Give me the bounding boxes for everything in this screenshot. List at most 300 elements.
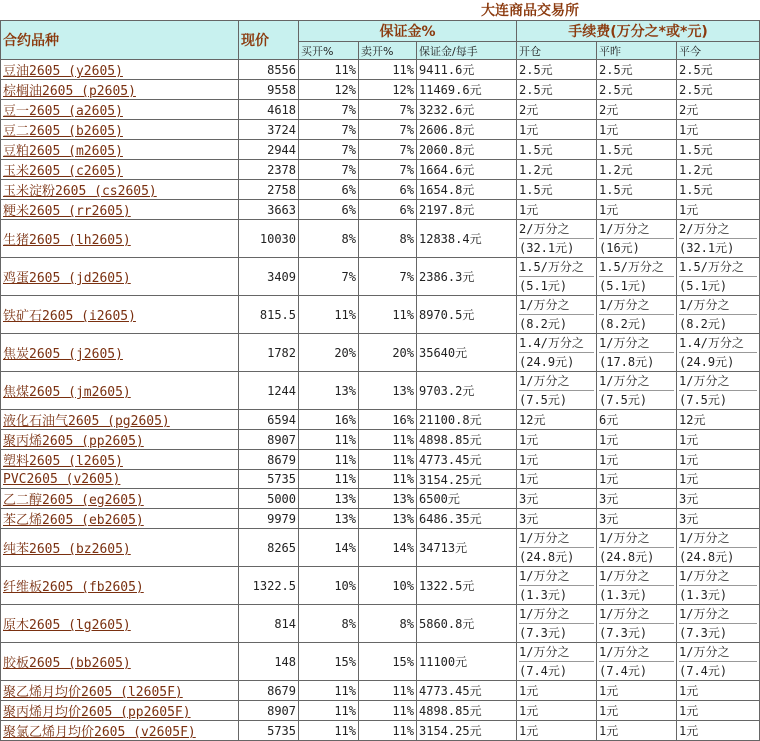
fee-line: 1.5元 <box>519 142 553 157</box>
fee-line: 1/万分之 <box>679 645 730 659</box>
close-yesterday-fee-cell <box>597 430 677 450</box>
fee-line: 1/万分之 <box>599 645 650 659</box>
open-fee-cell <box>517 643 597 681</box>
price-cell: 8907 <box>239 430 299 450</box>
fee-line: (16元) <box>599 238 674 257</box>
fee-line: (24.9元) <box>519 352 594 371</box>
margin-per-lot-cell: 8970.5元 <box>417 296 517 334</box>
contract-cell[interactable] <box>1 160 239 180</box>
contract-link[interactable]: 铁矿石2605 (i2605) <box>3 309 136 324</box>
fee-line: 1元 <box>679 432 699 447</box>
sell-open-cell: 11% <box>359 681 417 701</box>
contract-cell[interactable] <box>1 605 239 643</box>
contract-link[interactable]: PVC2605 (v2605) <box>3 471 121 487</box>
buy-open-cell: 6% <box>299 180 359 200</box>
close-today-fee-cell <box>677 567 760 605</box>
buy-open-cell: 13% <box>299 372 359 410</box>
contract-link[interactable]: 焦煤2605 (jm2605) <box>3 385 131 400</box>
close-yesterday-fee-cell <box>597 334 677 372</box>
price-cell: 5735 <box>239 721 299 741</box>
fee-line: 1/万分之 <box>519 298 570 312</box>
contract-cell[interactable] <box>1 140 239 160</box>
contract-link[interactable]: 豆粕2605 (m2605) <box>3 144 123 159</box>
contract-cell[interactable] <box>1 450 239 470</box>
fee-line: 2.5元 <box>599 62 633 77</box>
buy-open-cell: 16% <box>299 410 359 430</box>
open-fee-cell <box>517 489 597 509</box>
open-fee-cell <box>517 721 597 741</box>
price-cell: 3663 <box>239 200 299 220</box>
buy-open-cell: 11% <box>299 60 359 80</box>
contract-cell[interactable] <box>1 470 239 489</box>
contract-cell[interactable] <box>1 567 239 605</box>
price-cell: 1782 <box>239 334 299 372</box>
margin-per-lot-cell: 1322.5元 <box>417 567 517 605</box>
buy-open-cell: 7% <box>299 100 359 120</box>
table-row <box>1 160 760 180</box>
close-today-fee-cell <box>677 470 760 489</box>
contract-link[interactable]: 液化石油气2605 (pg2605) <box>3 414 170 429</box>
table-row <box>1 643 760 681</box>
open-fee-cell <box>517 509 597 529</box>
contract-cell[interactable] <box>1 489 239 509</box>
contract-cell[interactable] <box>1 509 239 529</box>
contract-cell[interactable] <box>1 410 239 430</box>
contract-cell[interactable] <box>1 120 239 140</box>
col-header-contract: 合约品种 <box>1 21 239 60</box>
contract-link[interactable]: 豆二2605 (b2605) <box>3 124 123 139</box>
fee-table <box>0 20 760 741</box>
contract-link[interactable]: 塑料2605 (l2605) <box>3 454 123 469</box>
contract-link[interactable]: 聚丙烯月均价2605 (pp2605F) <box>3 705 191 720</box>
contract-link[interactable]: 苯乙烯2605 (eb2605) <box>3 513 144 528</box>
col-header-margin-per-lot: 保证金/每手 <box>417 42 517 60</box>
open-fee-cell <box>517 567 597 605</box>
close-today-fee-cell <box>677 160 760 180</box>
open-fee-cell <box>517 120 597 140</box>
fee-line: 1元 <box>679 122 699 137</box>
fee-line: (7.4元) <box>519 661 594 680</box>
sell-open-cell: 15% <box>359 643 417 681</box>
fee-line: 1/万分之 <box>679 298 730 312</box>
margin-per-lot-cell: 21100.8元 <box>417 410 517 430</box>
close-today-fee-cell <box>677 180 760 200</box>
sell-open-cell: 11% <box>359 470 417 489</box>
close-yesterday-fee-cell <box>597 643 677 681</box>
open-fee-cell <box>517 296 597 334</box>
close-yesterday-fee-cell <box>597 529 677 567</box>
sell-open-cell: 7% <box>359 160 417 180</box>
contract-link[interactable]: 生猪2605 (lh2605) <box>3 233 131 248</box>
margin-per-lot-cell: 1664.6元 <box>417 160 517 180</box>
price-cell: 9558 <box>239 80 299 100</box>
margin-per-lot-cell: 6486.35元 <box>417 509 517 529</box>
open-fee-cell <box>517 180 597 200</box>
sell-open-cell: 13% <box>359 509 417 529</box>
buy-open-cell: 13% <box>299 489 359 509</box>
close-yesterday-fee-cell <box>597 701 677 721</box>
buy-open-cell: 10% <box>299 567 359 605</box>
fee-line: (5.1元) <box>519 276 594 295</box>
close-yesterday-fee-cell <box>597 120 677 140</box>
contract-link[interactable]: 原木2605 (lg2605) <box>3 618 131 633</box>
close-today-fee-cell <box>677 529 760 567</box>
buy-open-cell: 13% <box>299 509 359 529</box>
buy-open-cell: 7% <box>299 160 359 180</box>
close-yesterday-fee-cell <box>597 60 677 80</box>
col-header-fee: 手续费(万分之*或*元) <box>517 21 760 42</box>
contract-link[interactable]: 玉米2605 (c2605) <box>3 164 123 179</box>
fee-line: 2元 <box>679 102 699 117</box>
buy-open-cell: 8% <box>299 605 359 643</box>
contract-link[interactable]: 聚乙烯月均价2605 (l2605F) <box>3 685 183 700</box>
table-row <box>1 450 760 470</box>
contract-cell[interactable] <box>1 180 239 200</box>
buy-open-cell: 11% <box>299 681 359 701</box>
price-cell: 6594 <box>239 410 299 430</box>
fee-line: 2/万分之 <box>679 222 730 236</box>
fee-line: (7.3元) <box>519 623 594 642</box>
margin-per-lot-cell: 35640元 <box>417 334 517 372</box>
open-fee-cell <box>517 430 597 450</box>
close-yesterday-fee-cell <box>597 410 677 430</box>
margin-per-lot-cell: 34713元 <box>417 529 517 567</box>
table-row <box>1 430 760 450</box>
fee-line: 3元 <box>679 491 699 506</box>
contract-link[interactable]: 豆油2605 (y2605) <box>3 64 123 79</box>
price-cell: 815.5 <box>239 296 299 334</box>
fee-line: (7.4元) <box>599 661 674 680</box>
fee-line: 1/万分之 <box>679 374 730 388</box>
contract-link[interactable]: 鸡蛋2605 (jd2605) <box>3 271 131 286</box>
fee-line: 1.5/万分之 <box>599 260 664 274</box>
contract-link[interactable]: 纤维板2605 (fb2605) <box>3 580 144 595</box>
close-today-fee-cell <box>677 430 760 450</box>
price-cell: 2378 <box>239 160 299 180</box>
buy-open-cell: 11% <box>299 296 359 334</box>
margin-per-lot-cell: 3154.25元 <box>417 470 517 489</box>
contract-cell[interactable] <box>1 372 239 410</box>
fee-line: (7.3元) <box>679 623 757 642</box>
fee-line: 1.2元 <box>679 162 713 177</box>
table-row <box>1 60 760 80</box>
sell-open-cell: 11% <box>359 430 417 450</box>
close-yesterday-fee-cell <box>597 372 677 410</box>
sell-open-cell: 6% <box>359 200 417 220</box>
fee-line: 1元 <box>519 683 539 698</box>
close-today-fee-cell <box>677 120 760 140</box>
margin-per-lot-cell: 4898.85元 <box>417 430 517 450</box>
fee-line: (7.4元) <box>679 661 757 680</box>
open-fee-cell <box>517 140 597 160</box>
price-cell: 148 <box>239 643 299 681</box>
fee-line: 12元 <box>519 412 546 427</box>
sell-open-cell: 11% <box>359 721 417 741</box>
col-header-close-today: 平今 <box>677 42 760 60</box>
fee-line: 1.5元 <box>599 142 633 157</box>
fee-line: 1/万分之 <box>519 607 570 621</box>
fee-line: 1.5/万分之 <box>519 260 584 274</box>
contract-cell[interactable] <box>1 296 239 334</box>
fee-line: 2元 <box>599 102 619 117</box>
sell-open-cell: 11% <box>359 60 417 80</box>
contract-link[interactable]: 乙二醇2605 (eg2605) <box>3 493 144 508</box>
sell-open-cell: 11% <box>359 701 417 721</box>
fee-line: 1元 <box>599 432 619 447</box>
contract-cell[interactable] <box>1 200 239 220</box>
contract-cell[interactable] <box>1 430 239 450</box>
fee-line: 1/万分之 <box>599 374 650 388</box>
fee-line: 1元 <box>519 202 539 217</box>
open-fee-cell <box>517 80 597 100</box>
sell-open-cell: 14% <box>359 529 417 567</box>
contract-link[interactable]: 聚丙烯2605 (pp2605) <box>3 434 144 449</box>
sell-open-cell: 8% <box>359 605 417 643</box>
margin-per-lot-cell: 4773.45元 <box>417 681 517 701</box>
fee-line: (5.1元) <box>599 276 674 295</box>
close-today-fee-cell <box>677 258 760 296</box>
fee-line: 2.5元 <box>519 62 553 77</box>
fee-line: 1元 <box>679 472 699 486</box>
margin-per-lot-cell: 6500元 <box>417 489 517 509</box>
contract-cell[interactable] <box>1 643 239 681</box>
fee-line: 2.5元 <box>679 62 713 77</box>
contract-link[interactable]: 粳米2605 (rr2605) <box>3 204 131 219</box>
close-yesterday-fee-cell <box>597 180 677 200</box>
contract-cell[interactable] <box>1 100 239 120</box>
fee-line: 1/万分之 <box>599 607 650 621</box>
price-cell: 3724 <box>239 120 299 140</box>
fee-line: 1元 <box>679 683 699 698</box>
table-row <box>1 296 760 334</box>
table-row <box>1 489 760 509</box>
buy-open-cell: 15% <box>299 643 359 681</box>
sell-open-cell: 12% <box>359 80 417 100</box>
buy-open-cell: 12% <box>299 80 359 100</box>
col-header-close-yesterday: 平昨 <box>597 42 677 60</box>
table-row <box>1 200 760 220</box>
table-row <box>1 529 760 567</box>
contract-link[interactable]: 胶板2605 (bb2605) <box>3 656 131 671</box>
fee-line: 2.5元 <box>599 82 633 97</box>
fee-line: 1/万分之 <box>599 222 650 236</box>
fee-line: 1元 <box>519 432 539 447</box>
price-cell: 8265 <box>239 529 299 567</box>
fee-line: 1元 <box>519 703 539 718</box>
fee-line: 1.5元 <box>599 182 633 197</box>
fee-line: 2/万分之 <box>519 222 570 236</box>
close-today-fee-cell <box>677 200 760 220</box>
sell-open-cell: 7% <box>359 258 417 296</box>
buy-open-cell: 11% <box>299 430 359 450</box>
close-today-fee-cell <box>677 721 760 741</box>
price-cell: 5735 <box>239 470 299 489</box>
close-today-fee-cell <box>677 100 760 120</box>
col-header-margin: 保证金% <box>299 21 517 42</box>
buy-open-cell: 11% <box>299 701 359 721</box>
fee-line: 1.2元 <box>519 162 553 177</box>
sell-open-cell: 13% <box>359 372 417 410</box>
open-fee-cell <box>517 372 597 410</box>
buy-open-cell: 20% <box>299 334 359 372</box>
close-yesterday-fee-cell <box>597 721 677 741</box>
fee-line: (8.2元) <box>679 314 757 333</box>
col-header-sell-open: 卖开% <box>359 42 417 60</box>
fee-line: (24.9元) <box>679 352 757 371</box>
sell-open-cell: 10% <box>359 567 417 605</box>
open-fee-cell <box>517 100 597 120</box>
close-yesterday-fee-cell <box>597 220 677 258</box>
sell-open-cell: 20% <box>359 334 417 372</box>
price-cell: 8556 <box>239 60 299 80</box>
close-today-fee-cell <box>677 372 760 410</box>
fee-line: 2.5元 <box>679 82 713 97</box>
fee-line: 1元 <box>599 683 619 698</box>
close-today-fee-cell <box>677 60 760 80</box>
fee-line: (5.1元) <box>679 276 757 295</box>
fee-line: 1元 <box>599 472 619 486</box>
fee-line: 1.4/万分之 <box>679 336 744 350</box>
contract-link[interactable]: 玉米淀粉2605 (cs2605) <box>3 184 157 199</box>
table-row <box>1 470 760 489</box>
table-row <box>1 701 760 721</box>
fee-line: 1元 <box>599 122 619 137</box>
fee-line: 1/万分之 <box>519 645 570 659</box>
price-cell: 2944 <box>239 140 299 160</box>
fee-line: (1.3元) <box>519 585 594 604</box>
close-today-fee-cell <box>677 296 760 334</box>
fee-line: (32.1元) <box>679 238 757 257</box>
fee-line: 1元 <box>599 452 619 467</box>
contract-link[interactable]: 焦炭2605 (j2605) <box>3 347 123 362</box>
contract-link[interactable]: 棕榈油2605 (p2605) <box>3 84 136 99</box>
price-cell: 2758 <box>239 180 299 200</box>
fee-line: 1/万分之 <box>519 569 570 583</box>
contract-cell[interactable] <box>1 721 239 741</box>
fee-line: (24.8元) <box>519 547 594 566</box>
close-yesterday-fee-cell <box>597 605 677 643</box>
close-yesterday-fee-cell <box>597 160 677 180</box>
fee-line: 1.5元 <box>679 142 713 157</box>
margin-per-lot-cell: 11469.6元 <box>417 80 517 100</box>
close-today-fee-cell <box>677 80 760 100</box>
margin-per-lot-cell: 1654.8元 <box>417 180 517 200</box>
price-cell: 814 <box>239 605 299 643</box>
margin-per-lot-cell: 2606.8元 <box>417 120 517 140</box>
table-row <box>1 258 760 296</box>
fee-line: 1/万分之 <box>599 531 650 545</box>
close-yesterday-fee-cell <box>597 509 677 529</box>
margin-per-lot-cell: 9411.6元 <box>417 60 517 80</box>
fee-line: 1/万分之 <box>679 607 730 621</box>
fee-line: (7.5元) <box>519 390 594 409</box>
contract-link[interactable]: 纯苯2605 (bz2605) <box>3 542 131 557</box>
contract-cell[interactable] <box>1 220 239 258</box>
margin-per-lot-cell: 4773.45元 <box>417 450 517 470</box>
fee-line: 1/万分之 <box>679 531 730 545</box>
table-row <box>1 80 760 100</box>
margin-per-lot-cell: 9703.2元 <box>417 372 517 410</box>
margin-per-lot-cell: 2060.8元 <box>417 140 517 160</box>
fee-line: 12元 <box>679 412 706 427</box>
buy-open-cell: 11% <box>299 450 359 470</box>
price-cell: 8679 <box>239 681 299 701</box>
open-fee-cell <box>517 220 597 258</box>
fee-line: 1元 <box>679 723 699 738</box>
contract-cell[interactable] <box>1 701 239 721</box>
margin-per-lot-cell: 5860.8元 <box>417 605 517 643</box>
contract-cell[interactable] <box>1 258 239 296</box>
close-today-fee-cell <box>677 643 760 681</box>
close-yesterday-fee-cell <box>597 200 677 220</box>
fee-line: (8.2元) <box>519 314 594 333</box>
fee-line: 1元 <box>679 452 699 467</box>
close-yesterday-fee-cell <box>597 100 677 120</box>
contract-link[interactable]: 豆一2605 (a2605) <box>3 104 123 119</box>
fee-line: 1/万分之 <box>679 569 730 583</box>
fee-line: 1.5元 <box>519 182 553 197</box>
fee-line: 1.2元 <box>599 162 633 177</box>
close-yesterday-fee-cell <box>597 80 677 100</box>
close-yesterday-fee-cell <box>597 470 677 489</box>
price-cell: 8679 <box>239 450 299 470</box>
fee-line: 1/万分之 <box>599 569 650 583</box>
margin-per-lot-cell: 2197.8元 <box>417 200 517 220</box>
margin-per-lot-cell: 11100元 <box>417 643 517 681</box>
fee-line: 2元 <box>519 102 539 117</box>
fee-line: 3元 <box>519 491 539 506</box>
close-today-fee-cell <box>677 489 760 509</box>
buy-open-cell: 7% <box>299 120 359 140</box>
fee-line: (7.5元) <box>679 390 757 409</box>
close-today-fee-cell <box>677 220 760 258</box>
buy-open-cell: 7% <box>299 258 359 296</box>
fee-line: (7.3元) <box>599 623 674 642</box>
fee-line: 1元 <box>599 202 619 217</box>
open-fee-cell <box>517 529 597 567</box>
fee-line: 1元 <box>519 452 539 467</box>
contract-cell[interactable] <box>1 529 239 567</box>
fee-line: 6元 <box>599 412 619 427</box>
fee-line: (7.5元) <box>599 390 674 409</box>
open-fee-cell <box>517 200 597 220</box>
sell-open-cell: 8% <box>359 220 417 258</box>
fee-line: 1.5/万分之 <box>679 260 744 274</box>
contract-cell[interactable] <box>1 60 239 80</box>
close-today-fee-cell <box>677 334 760 372</box>
margin-per-lot-cell: 3232.6元 <box>417 100 517 120</box>
fee-line: 1/万分之 <box>519 531 570 545</box>
open-fee-cell <box>517 410 597 430</box>
close-yesterday-fee-cell <box>597 140 677 160</box>
buy-open-cell: 6% <box>299 200 359 220</box>
table-row <box>1 120 760 140</box>
close-yesterday-fee-cell <box>597 258 677 296</box>
close-yesterday-fee-cell <box>597 489 677 509</box>
close-today-fee-cell <box>677 140 760 160</box>
fee-line: 1元 <box>679 703 699 718</box>
contract-cell[interactable] <box>1 334 239 372</box>
margin-per-lot-cell: 4898.85元 <box>417 701 517 721</box>
fee-line: (17.8元) <box>599 352 674 371</box>
price-cell: 4618 <box>239 100 299 120</box>
open-fee-cell <box>517 334 597 372</box>
contract-cell[interactable] <box>1 80 239 100</box>
contract-link[interactable]: 聚氯乙烯月均价2605 (v2605F) <box>3 725 196 740</box>
buy-open-cell: 7% <box>299 140 359 160</box>
fee-line: 1元 <box>599 703 619 718</box>
fee-line: (24.8元) <box>679 547 757 566</box>
